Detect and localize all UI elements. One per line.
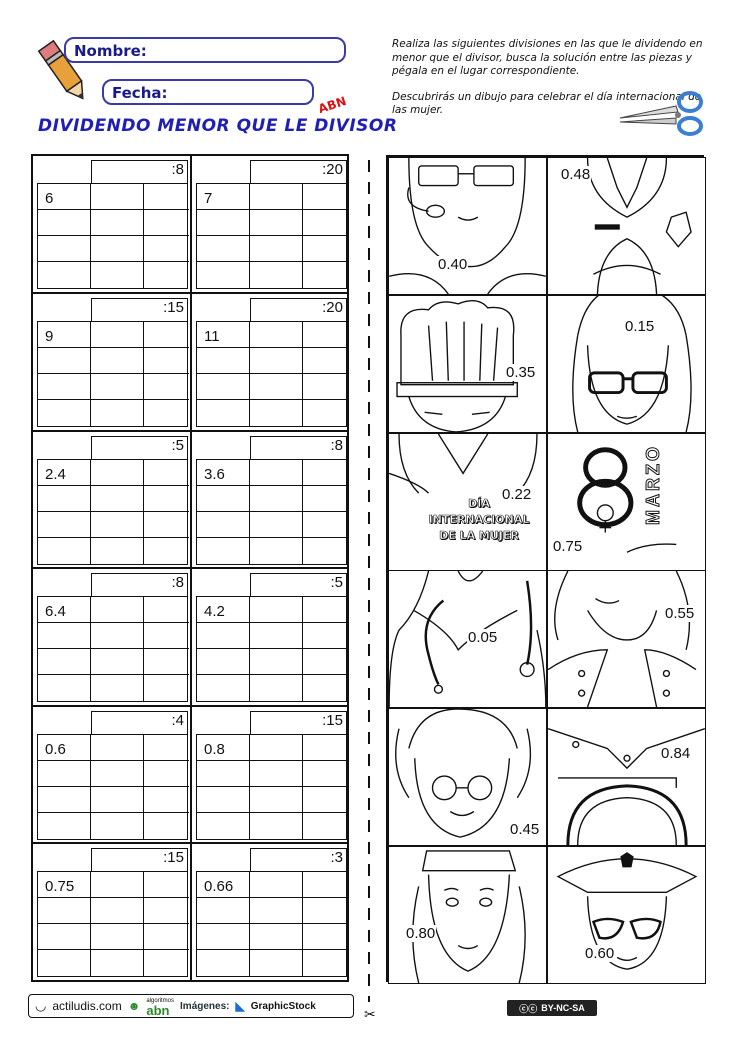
footer-credits — [28, 994, 354, 1018]
banner-line: INTERNACIONAL — [428, 513, 530, 526]
cc-license-badge — [507, 1000, 597, 1016]
police-cap-icon — [548, 847, 705, 983]
piece-value: 0.80 — [406, 925, 436, 942]
piece-value: 0.40 — [438, 256, 468, 273]
division-cell[interactable] — [33, 432, 190, 568]
piece-value: 0.45 — [510, 821, 540, 838]
piece-value: 0.15 — [625, 318, 655, 335]
chef-jacket-icon — [548, 571, 705, 707]
fecha-field[interactable] — [102, 79, 314, 105]
division-cell[interactable] — [33, 569, 190, 705]
site-link[interactable]: actiludis.com — [52, 999, 122, 1013]
puzzle-piece[interactable] — [388, 708, 547, 846]
dia-banner-text — [414, 496, 544, 544]
puzzle-piece[interactable] — [388, 846, 547, 984]
division-cell[interactable] — [33, 294, 190, 430]
puzzle-piece[interactable] — [547, 846, 706, 984]
people-icon: ☻ — [127, 999, 141, 1013]
dividend: 2.4 — [45, 466, 66, 483]
license-text: BY-NC-SA — [541, 1003, 585, 1013]
piece-value: 0.22 — [502, 486, 532, 503]
abn-logo — [146, 997, 175, 1018]
nombre-field[interactable] — [64, 37, 346, 63]
divisor: :8 — [330, 437, 343, 454]
divisor: :15 — [163, 299, 184, 316]
algoritmos-text: algoritmos — [146, 998, 175, 1004]
puzzle-piece[interactable] — [547, 570, 706, 708]
piece-value: 0.48 — [561, 166, 591, 183]
banner-line: DE LA MUJER — [439, 529, 519, 542]
smile-icon: ◡ — [35, 998, 47, 1013]
piece-value: 0.05 — [468, 629, 498, 646]
abn-badge: ABN — [316, 93, 348, 117]
divisor: :4 — [171, 712, 184, 729]
divisor: :5 — [330, 574, 343, 591]
piece-value: 0.75 — [553, 538, 583, 555]
graphicstock-label: GraphicStock — [250, 1000, 316, 1012]
division-cell[interactable] — [192, 432, 349, 568]
piece-value: 0.35 — [506, 364, 536, 381]
woman-cap-icon — [389, 847, 546, 983]
puzzle-piece[interactable] — [388, 433, 547, 571]
instructions-p1: Realiza las siguientes divisiones en las que le dividendo en menor que el divisor, busca la solución entre las piezas y pégala en el lugar correspondiente. — [392, 38, 703, 77]
piece-value: 0.60 — [585, 945, 615, 962]
division-cell[interactable] — [192, 707, 349, 843]
divisor: :3 — [330, 849, 343, 866]
puzzle-piece[interactable] — [388, 295, 547, 433]
instructions-p2: Descubrirás un dibujo para celebrar el día internacional de las mujer. — [392, 90, 702, 116]
puzzle-piece[interactable] — [388, 570, 547, 708]
puzzle-piece[interactable] — [388, 157, 547, 295]
divisor: :8 — [171, 574, 184, 591]
division-cell[interactable] — [33, 707, 190, 843]
dividend: 9 — [45, 328, 54, 345]
abn-text: abn — [146, 1003, 170, 1018]
divisor: :15 — [322, 712, 343, 729]
marzo-text: MARZO — [643, 444, 663, 525]
dividend: 6.4 — [45, 603, 66, 620]
divisor: :20 — [322, 299, 343, 316]
nombre-label: Nombre: — [74, 42, 147, 60]
divisor: :8 — [171, 161, 184, 178]
puzzle-piece[interactable] — [547, 295, 706, 433]
division-cell[interactable] — [192, 156, 349, 292]
dividend: 4.2 — [204, 603, 225, 620]
cut-line — [368, 160, 370, 1002]
divisor: :20 — [322, 161, 343, 178]
puzzle-board — [386, 155, 704, 982]
dividend: 3.6 — [204, 466, 225, 483]
dividend: 7 — [204, 190, 213, 207]
woman-headset-icon — [389, 158, 546, 294]
division-cell[interactable] — [192, 569, 349, 705]
division-cell[interactable] — [33, 156, 190, 292]
division-cell[interactable] — [192, 294, 349, 430]
puzzle-piece[interactable] — [547, 157, 706, 295]
dividend: 0.75 — [45, 878, 75, 895]
divisor: :15 — [163, 849, 184, 866]
imagenes-label: Imágenes: — [180, 1000, 230, 1012]
puzzle-piece[interactable] — [547, 433, 706, 571]
dividend: 0.66 — [204, 878, 234, 895]
division-cell[interactable] — [33, 844, 190, 980]
cc-icon: ⓒⓒ — [519, 1003, 538, 1014]
woman-glasses-icon — [548, 296, 705, 432]
scissors-icon — [616, 88, 708, 136]
uniform-shirt-icon — [548, 709, 705, 845]
piece-value: 0.55 — [665, 605, 695, 622]
dividend: 6 — [45, 190, 54, 207]
divisions-grid — [31, 154, 349, 982]
divisor: :5 — [171, 437, 184, 454]
piece-value: 0.84 — [661, 745, 691, 762]
dividend: 0.6 — [45, 741, 66, 758]
graphicstock-icon: ◣ — [235, 999, 245, 1013]
dividend: 0.8 — [204, 741, 225, 758]
small-scissors-icon: ✂ — [364, 1006, 376, 1022]
division-cell[interactable] — [192, 844, 349, 980]
worksheet-title: DIVIDENDO MENOR QUE LE DIVISOR — [38, 116, 398, 136]
fecha-label: Fecha: — [112, 84, 168, 102]
banner-line: DÍA — [468, 497, 490, 510]
dividend: 11 — [204, 328, 220, 345]
puzzle-piece[interactable] — [547, 708, 706, 846]
